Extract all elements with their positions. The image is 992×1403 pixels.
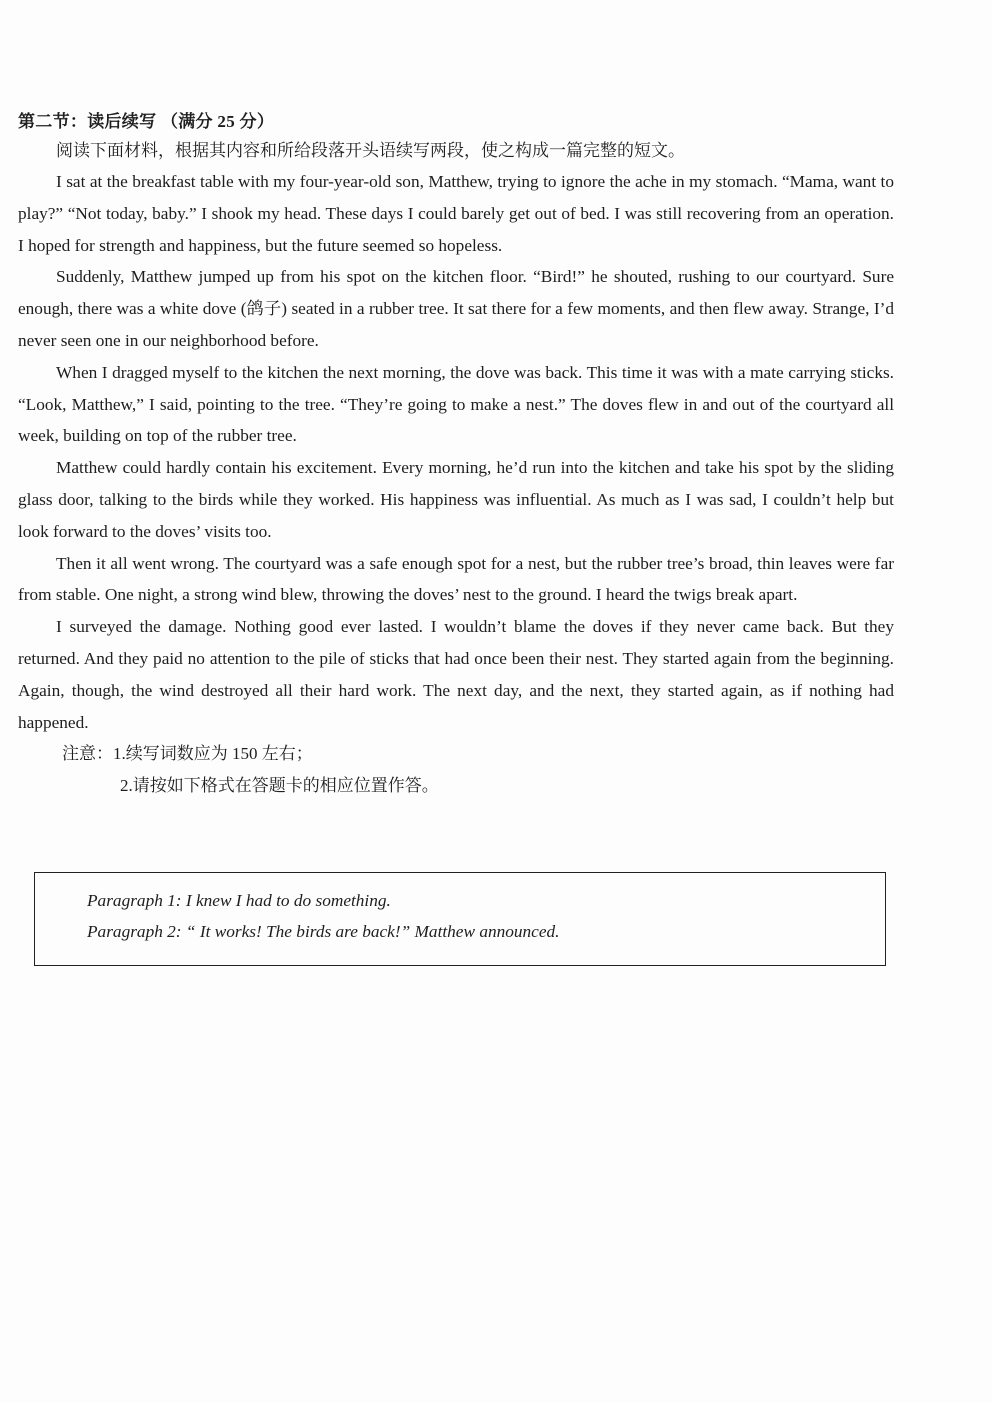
story-paragraph-3: When I dragged myself to the kitchen the next morning, the dove was back. This time it was with a mate carrying sticks. “Look, Matthew,” I said, pointing to the tree. “They’re going to make a nest.” The doves flew in and out of the courtyard all week, building on top of the rubber tree. [18, 362, 894, 446]
paragraph-1-opening: Paragraph 1: I knew I had to do something. [87, 891, 391, 910]
note-answer-format: 2.请按如下格式在答题卡的相应位置作答。 [120, 776, 439, 796]
reading-continuation-section [18, 108, 894, 802]
story-paragraph-6: I surveyed the damage. Nothing good ever lasted. I wouldn’t blame the doves if they never came back. But they returned. And they paid no attention to the pile of sticks that had once been their nest. They started again from the beginning. Again, though, the wind destroyed all their hard work. The next day, and the next, they started again, as if nothing had happened. [18, 617, 894, 732]
section-title: 第二节：读后续写 （满分 25 分） [18, 112, 275, 131]
story-paragraph-5: Then it all went wrong. The courtyard was a safe enough spot for a nest, but the rubber tree’s broad, thin leaves were far from stable. One night, a strong wind blew, throwing the doves’ nest to the ground. I heard the twigs break apart. [18, 553, 894, 605]
paragraph-2-opening: Paragraph 2: “ It works! The birds are back!” Matthew announced. [87, 922, 560, 941]
story-paragraph-2: Suddenly, Matthew jumped up from his spot on the kitchen floor. “Bird!” he shouted, rushing to our courtyard. Sure enough, there was a white dove (鸽子) seated in a rubber tree. It sat there for a few moments, and then flew away. Strange, I’d never seen one in our neighborhood before. [18, 267, 894, 350]
instruction-text: 阅读下面材料，根据其内容和所给段落开头语续写两段，使之构成一篇完整的短文。 [56, 141, 685, 160]
answer-format-box [34, 872, 886, 966]
note-word-count: 注意：1.续写词数应为 150 左右； [62, 744, 313, 764]
story-paragraph-1: I sat at the breakfast table with my four-year-old son, Matthew, trying to ignore the ache in my stomach. “Mama, want to play?” “Not today, baby.” I shook my head. These days I could barely get out of bed. I was still recovering from an operation. I hoped for strength and happiness, but the future seemed so hopeless. [18, 172, 894, 255]
story-paragraph-4: Matthew could hardly contain his excitement. Every morning, he’d run into the kitchen and take his spot by the sliding glass door, talking to the birds while they worked. His happiness was influential. As much as I was sad, I couldn’t help but look forward to the doves’ visits too. [18, 458, 894, 541]
